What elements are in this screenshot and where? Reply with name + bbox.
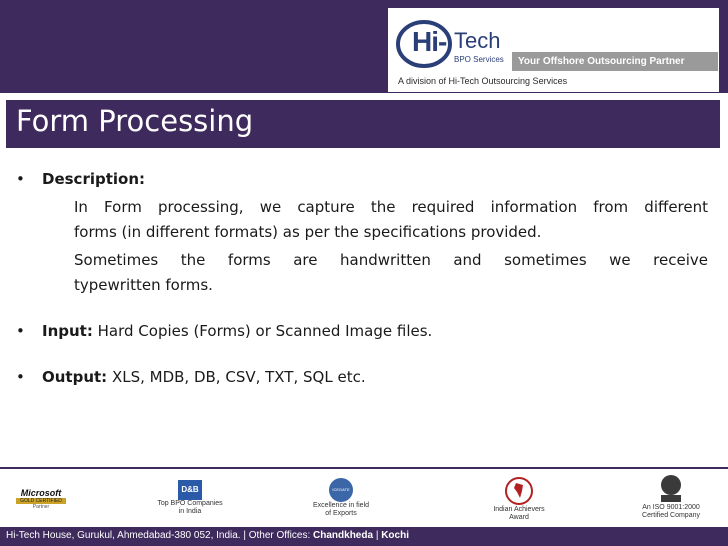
footer-bar xyxy=(0,527,728,546)
input-label: Input: xyxy=(42,322,93,340)
iso-line1: An ISO 9001:2000 xyxy=(642,504,700,511)
output-label: Output: xyxy=(42,368,108,386)
slide-title: Form Processing xyxy=(16,104,254,138)
logo-tech-text: Tech xyxy=(454,28,501,53)
description-label: Description: xyxy=(42,170,146,188)
icegate-line2: of Exports xyxy=(325,510,357,517)
input-text: Hard Copies (Forms) or Scanned Image files. xyxy=(92,322,433,340)
dnb-logo-icon: D&B xyxy=(178,480,202,500)
achievers-line2: Award xyxy=(509,514,529,521)
footer-office-link[interactable]: Kochi xyxy=(381,530,409,541)
iso-line2: Certified Company xyxy=(642,512,700,519)
icegate-badge xyxy=(296,478,386,518)
division-text: A division of Hi-Tech Outsourcing Services xyxy=(398,76,568,86)
dnb-line2: in India xyxy=(178,508,202,515)
input-item xyxy=(42,322,432,340)
iso-certification-seal-icon xyxy=(658,474,684,504)
achievers-badge xyxy=(478,476,560,522)
icegate-emblem-icon: ICEGATE xyxy=(329,478,353,502)
bullet-dot: • xyxy=(16,322,25,340)
footer-address xyxy=(6,530,409,541)
microsoft-gold-label: GOLD CERTIFIED xyxy=(16,498,66,504)
logo-hi-text: Hi- xyxy=(412,26,447,57)
microsoft-name: Microsoft xyxy=(20,488,62,498)
output-text: XLS, MDB, DB, CSV, TXT, SQL etc. xyxy=(107,368,366,386)
icegate-line1: Excellence in field xyxy=(312,502,370,509)
footer-separator: | xyxy=(373,530,382,541)
achievers-line1: Indian Achievers xyxy=(493,506,545,513)
description-line: Sometimes the forms are handwritten and sometimes we receive xyxy=(74,251,708,269)
bullet-dot: • xyxy=(16,170,25,188)
tagline: Your Offshore Outsourcing Partner xyxy=(512,52,718,71)
description-line: typewritten forms. xyxy=(74,276,213,294)
logo-subtitle: BPO Services xyxy=(454,55,504,64)
iso-badge xyxy=(632,474,710,520)
bullet-dot: • xyxy=(16,368,25,386)
footer-office-link[interactable]: Chandkheda xyxy=(313,530,374,541)
description-line: forms (in different formats) as per the specifications provided. xyxy=(74,223,542,241)
dnb-badge xyxy=(148,480,232,516)
microsoft-badge xyxy=(16,488,66,511)
microsoft-partner-label: Partner xyxy=(32,504,50,510)
dnb-line1: Top BPO Companies xyxy=(157,500,223,507)
description-line: In Form processing, we capture the required information from different xyxy=(74,198,708,216)
footer-address-text: Hi-Tech House, Gurukul, Ahmedabad-380 052, India. | Other Offices: xyxy=(6,530,314,541)
india-map-icon xyxy=(504,476,534,506)
output-item xyxy=(42,368,366,386)
